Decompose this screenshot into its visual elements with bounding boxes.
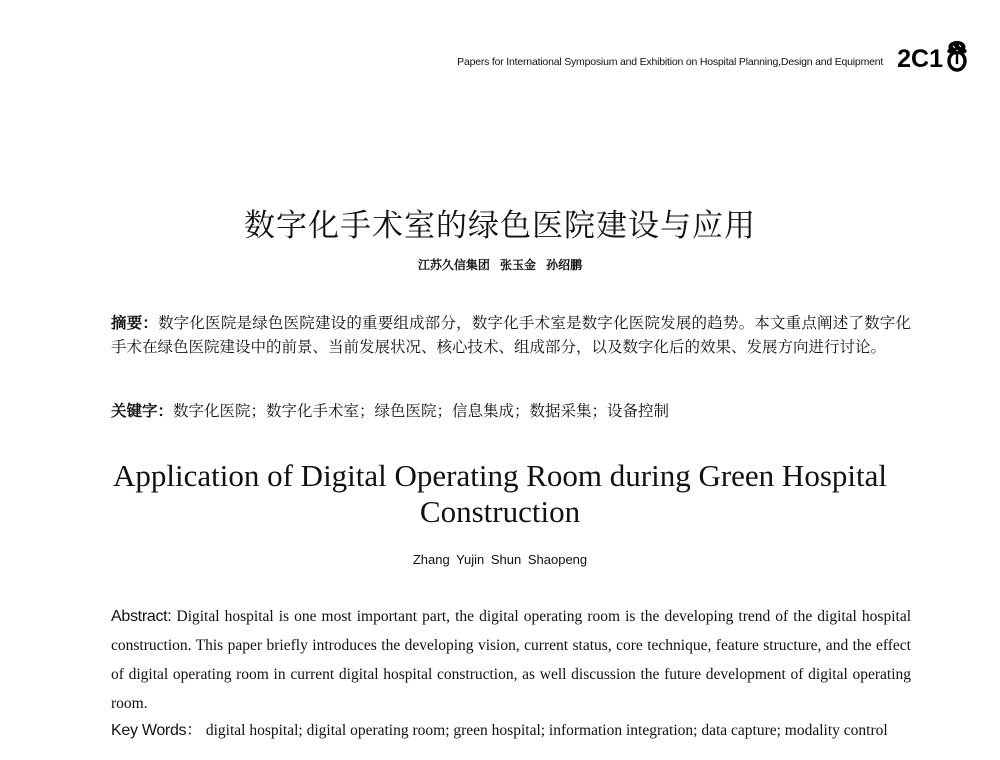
english-abstract-text: Digital hospital is one most important part, the digital operating room is the developing trend of the digital hospital construction. This paper briefly introduces the developing vision, current status, core technique, feature structure, and the effect of digital operating room in current digital hospital construction, as well discussion the future development of digital operating room. xyxy=(111,608,912,712)
chinese-keywords-text: 数字化医院；数字化手术室；绿色医院；信息集成；数据采集；设备控制 xyxy=(173,402,670,420)
english-abstract-label: Abstract: xyxy=(111,608,172,625)
english-keywords xyxy=(111,717,911,745)
running-title: Papers for International Symposium and Exhibition on Hospital Planning,Design and Equipment xyxy=(457,56,884,68)
english-keywords-text: digital hospital; digital operating room; green hospital; information integration; data capture; modality control xyxy=(205,722,888,739)
english-keywords-label: Key Words： xyxy=(111,722,202,739)
symposium-logo xyxy=(897,40,970,72)
chinese-keywords-label: 关键字： xyxy=(111,402,174,420)
english-title-line-2: Construction xyxy=(419,494,581,529)
chinese-authors: 江苏久信集团 张玉金 孙绍鹏 xyxy=(417,258,583,272)
chinese-keywords xyxy=(111,400,911,422)
english-abstract xyxy=(111,602,911,718)
english-title-line-1: Application of Digital Operating Room during Green Hospital xyxy=(113,458,887,493)
chinese-abstract-text: 数字化医院是绿色医院建设的重要组成部分，数字化手术室是数字化医院发展的趋势。本文重点阐述了数字化手术在绿色医院建设中的前景、当前发展状况、核心技术、组成部分，以及数字化后的效果、发展方向进行讨论。 xyxy=(111,314,911,356)
chinese-abstract xyxy=(111,311,911,359)
english-authors: Zhang Yujin Shun Shaopeng xyxy=(412,552,588,567)
chinese-title: 数字化手术室的绿色医院建设与应用 xyxy=(244,208,756,244)
chinese-abstract-label: 摘要： xyxy=(111,314,159,332)
running-header xyxy=(457,40,970,72)
logo-year-text: 2C1 xyxy=(897,45,943,73)
english-title xyxy=(0,458,1000,530)
tree-in-zero-icon xyxy=(944,40,970,72)
